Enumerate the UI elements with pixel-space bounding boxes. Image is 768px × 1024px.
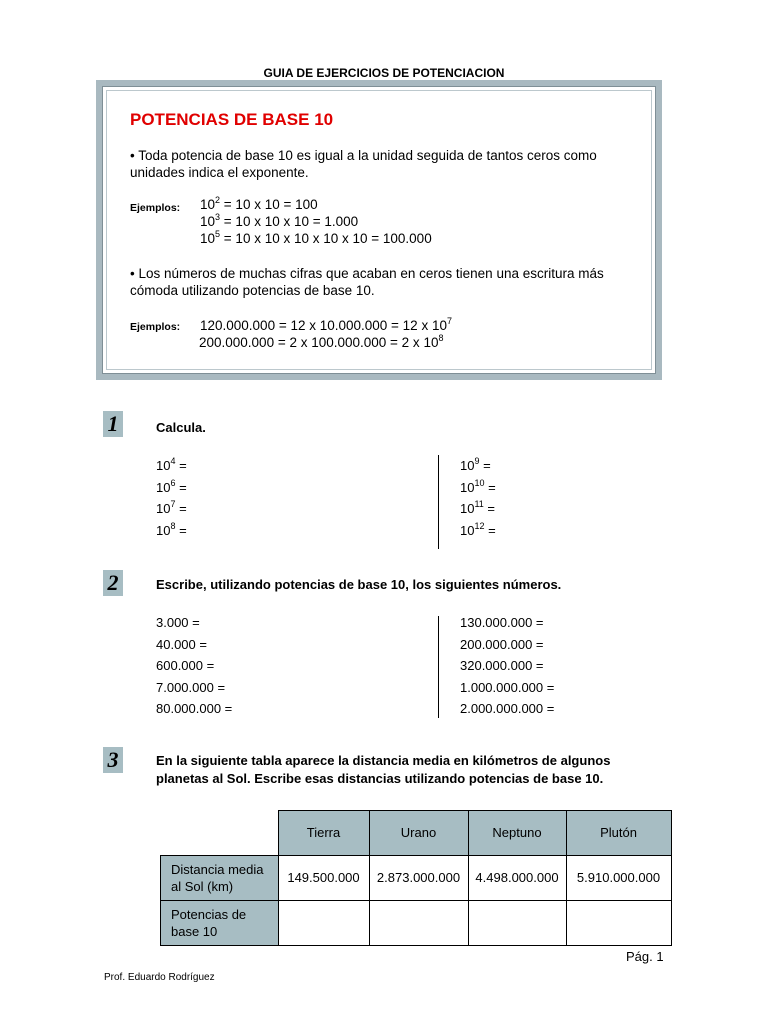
- exercise-item: 80.000.000 =: [156, 701, 233, 716]
- exercise-item: $10^6$ =: [156, 477, 187, 495]
- table-header-cell: Neptuno: [468, 811, 566, 856]
- info-bullet-2: • Los números de muchas cifras que acaban en ceros tienen una escritura más cómoda utilizando potencias de base 10.: [130, 266, 604, 298]
- planets-table: [160, 810, 672, 946]
- question-3-text: En la siguiente tabla aparece la distancia media en kilómetros de algunos planetas al Sol. Escribe esas distancias utilizando potencias de base 10.: [156, 753, 611, 786]
- q2-left-column: [156, 612, 232, 720]
- example-line: $10^5 = 10$ x 10 x 10 x 10 x 10 = 100.000: [200, 229, 432, 246]
- question-number-1: 1: [103, 411, 123, 437]
- table-cell: 2.873.000.000: [369, 855, 468, 900]
- question-2-text: Escribe, utilizando potencias de base 10, los siguientes números.: [156, 577, 562, 592]
- column-divider: [438, 616, 439, 718]
- example-line: $10^2 = 10$ x 10 = 100: [200, 195, 318, 212]
- example-line: 200.000.000 = 2 x 100.000.000 = 2 x $10^8$: [199, 333, 444, 350]
- examples-label-1: Ejemplos:: [130, 202, 181, 214]
- exercise-item: 130.000.000 =: [460, 615, 544, 630]
- exercise-item: 2.000.000.000 =: [460, 701, 555, 716]
- exercise-item: 40.000 =: [156, 636, 207, 652]
- table-row: [161, 855, 672, 900]
- info-box-title: POTENCIAS DE BASE 10: [130, 110, 334, 129]
- answer-cell[interactable]: [369, 900, 468, 945]
- table-header-row: [161, 811, 672, 856]
- exercise-item: $10^9$ =: [460, 456, 491, 473]
- page-header-title: GUIA DE EJERCICIOS DE POTENCIACION: [263, 66, 505, 80]
- table-header-cell: Tierra: [278, 811, 369, 856]
- exercise-item: $10^4$ =: [156, 456, 187, 473]
- exercise-item: 200.000.000 =: [460, 636, 544, 652]
- examples-label-2: Ejemplos:: [130, 321, 181, 333]
- examples-list-1: [200, 196, 432, 247]
- table-cell: 149.500.000: [278, 855, 369, 900]
- exercise-item: 1.000.000.000 =: [460, 679, 555, 695]
- exercise-item: 3.000 =: [156, 615, 200, 630]
- table-header-cell: Plutón: [566, 811, 671, 856]
- info-bullet-1: • Toda potencia de base 10 es igual a la unidad seguida de tantos ceros como unidades indica el exponente.: [130, 148, 597, 180]
- column-divider: [438, 455, 439, 549]
- question-number-2: 2: [103, 570, 123, 596]
- question-1-text: Calcula.: [156, 420, 206, 435]
- exercise-item: 600.000 =: [156, 658, 215, 673]
- table-cell: 5.910.000.000: [566, 855, 671, 900]
- answer-cell[interactable]: [468, 900, 566, 945]
- answer-cell[interactable]: [278, 900, 369, 945]
- q1-right-column: [460, 455, 496, 541]
- example-line: 120.000.000 = 12 x 10.000.000 = 12 x $10^7$: [200, 316, 452, 333]
- table-cell: 4.498.000.000: [468, 855, 566, 900]
- exercise-item: 320.000.000 =: [460, 658, 544, 673]
- exercise-item: $10^{11}$ =: [460, 499, 496, 516]
- table-row: [161, 900, 672, 945]
- exercise-item: $10^8$ =: [156, 520, 187, 538]
- page-number: Pág. 1: [626, 949, 664, 964]
- question-number-3: 3: [103, 747, 123, 773]
- table-header-cell: Urano: [369, 811, 468, 856]
- row-label-powers: Potencias de base 10: [161, 900, 279, 945]
- exercise-item: 7.000.000 =: [156, 679, 226, 695]
- exercise-item: $10^{10}$ =: [460, 477, 496, 495]
- row-label-distance: Distancia media al Sol (km): [161, 855, 279, 900]
- exercise-item: $10^7$ =: [156, 499, 187, 516]
- q1-left-column: [156, 455, 187, 541]
- exercise-item: $10^{12}$ =: [460, 520, 496, 538]
- example-line: $10^3 = 10$ x 10 x 10 = 1.000: [200, 212, 359, 229]
- q2-right-column: [460, 612, 554, 720]
- answer-cell[interactable]: [566, 900, 671, 945]
- author-credit: Prof. Eduardo Rodríguez: [104, 972, 215, 983]
